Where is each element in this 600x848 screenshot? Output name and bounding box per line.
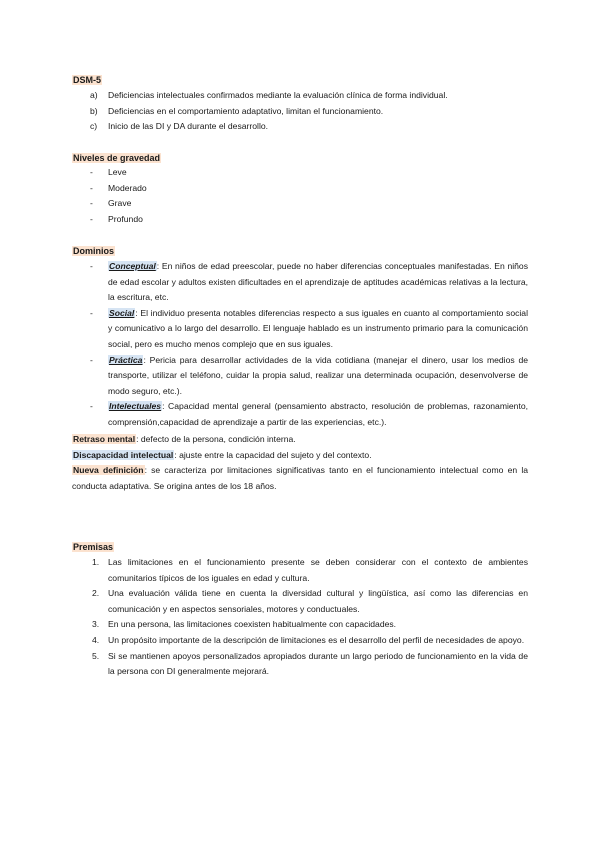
premisas-list xyxy=(72,555,528,680)
list-item-text: En una persona, las limitaciones coexisten habitualmente con capacidades. xyxy=(108,619,397,630)
nueva-definicion-paragraph xyxy=(72,463,528,494)
list-item-text: Moderado xyxy=(108,182,147,193)
premisas-title: Premisas xyxy=(73,542,114,552)
list-marker: - xyxy=(90,354,93,365)
premisas-heading xyxy=(72,541,114,553)
dsm-list xyxy=(72,88,528,135)
list-item xyxy=(72,555,528,586)
retraso-text: : defecto de la persona, condición interna. xyxy=(136,434,296,444)
list-item xyxy=(72,633,528,649)
list-item xyxy=(72,259,528,306)
list-marker: 5. xyxy=(92,650,100,661)
list-marker: a) xyxy=(90,90,98,100)
list-marker: - xyxy=(90,182,93,193)
list-item xyxy=(72,617,528,633)
list-marker: - xyxy=(90,261,93,271)
list-item xyxy=(72,165,528,181)
list-item xyxy=(72,586,528,617)
list-item-text: : Pericia para desarrollar actividades de la vida cotidiana (manejar el dinero, usar los medios de transporte, utilizar el teléfono, cuidar la propia salud, realizar una determinada ocupación, desenvolverse de modo seguro, etc.). xyxy=(108,354,528,396)
list-marker: - xyxy=(90,213,93,224)
gravedad-heading xyxy=(72,152,161,164)
list-marker: - xyxy=(90,401,93,412)
list-item xyxy=(72,181,528,197)
list-item-text: Deficiencias en el comportamiento adaptativo, limitan el funcionamiento. xyxy=(108,105,384,116)
discapacidad-paragraph xyxy=(72,448,528,464)
discapacidad-text: : ajuste entre la capacidad del sujeto y del contexto. xyxy=(174,450,372,460)
list-item-text: Las limitaciones en el funcionamiento presente se deben considerar con el contexto de ambientes comunitarios típicos de los iguales en edad y cultura. xyxy=(108,557,528,583)
list-marker: - xyxy=(90,198,93,209)
list-marker: - xyxy=(90,307,93,318)
list-item xyxy=(72,306,528,353)
list-item-text: Una evaluación válida tiene en cuenta la diversidad cultural y lingüística, así como las diferencias en comunicación y en aspectos sensoriales, motores y conductuales. xyxy=(108,588,528,614)
list-marker: 3. xyxy=(92,619,100,630)
list-item xyxy=(72,649,528,680)
list-item xyxy=(72,196,528,212)
list-item xyxy=(72,212,528,228)
retraso-label: Retraso mental xyxy=(73,434,136,444)
list-marker: c) xyxy=(90,121,98,132)
list-item xyxy=(72,88,528,104)
list-item-text: Leve xyxy=(108,167,127,177)
gravedad-list xyxy=(72,165,528,227)
dominios-list xyxy=(72,259,528,431)
list-marker: - xyxy=(90,167,93,177)
list-marker: 2. xyxy=(92,588,100,599)
list-item xyxy=(72,399,528,430)
list-item-text: Un propósito importante de la descripción de limitaciones es el desarrollo del perfil de necesidades de apoyo. xyxy=(108,634,525,645)
dominios-heading xyxy=(72,245,115,257)
list-item xyxy=(72,353,528,400)
domain-term-practica: Práctica xyxy=(109,354,143,365)
domain-term-conceptual: Conceptual xyxy=(109,261,156,271)
list-item xyxy=(72,104,528,120)
dominios-title: Dominios xyxy=(73,246,115,256)
list-item-text: Profundo xyxy=(108,213,143,224)
discapacidad-label: Discapacidad intelectual xyxy=(73,450,174,460)
list-item-text: : El individuo presenta notables diferencias respecto a sus iguales en cuanto al comportamiento social y comunicativo a lo largo del desarrollo. El lenguaje hablado es un instrumento primario para la comunicación social, pero es mucho menos complejo que en sus iguales. xyxy=(108,307,528,349)
retraso-paragraph xyxy=(72,432,528,448)
list-marker: b) xyxy=(90,105,98,116)
gravedad-title: Niveles de gravedad xyxy=(73,153,161,163)
nueva-label: Nueva definición xyxy=(73,465,144,475)
list-marker: 4. xyxy=(92,634,100,645)
list-item-text: Si se mantienen apoyos personalizados apropiados durante un largo periodo de funcionamiento en la vida de la persona con DI generalmente mejorará. xyxy=(108,650,528,677)
list-item-text: Grave xyxy=(108,198,132,209)
dsm-heading xyxy=(72,74,102,86)
list-item-text: : En niños de edad preescolar, puede no haber diferencias conceptuales manifestadas. En niños de edad escolar y adultos existen dificultades en el aprendizaje de aptitudes académicas relativas a la lectura, la escritura, etc. xyxy=(108,261,528,303)
list-item xyxy=(72,119,528,135)
list-item-text: Deficiencias intelectuales confirmados mediante la evaluación clínica de forma individual. xyxy=(108,90,448,100)
list-marker: 1. xyxy=(92,557,100,567)
domain-term-intelectuales: Intelectuales xyxy=(109,401,162,412)
list-item-text: Inicio de las DI y DA durante el desarrollo. xyxy=(108,121,269,132)
nueva-text: : se caracteriza por limitaciones significativas tanto en el funcionamiento intelectual como en la conducta adaptativa. Se origina antes de los 18 años. xyxy=(72,465,529,491)
domain-term-social: Social xyxy=(109,307,135,318)
list-item-text: : Capacidad mental general (pensamiento abstracto, resolución de problemas, razonamiento, comprensión,capacidad de aprendizaje a partir de las experiencias, etc.). xyxy=(108,401,528,427)
dsm-title: DSM-5 xyxy=(73,75,102,85)
